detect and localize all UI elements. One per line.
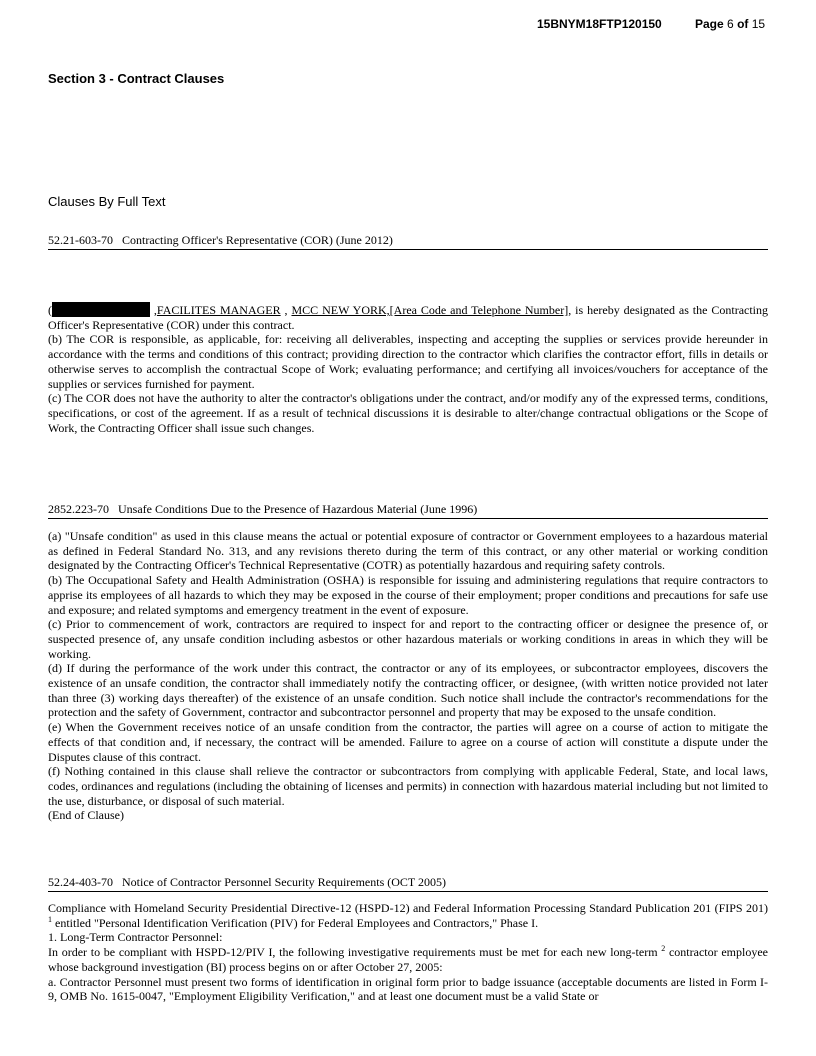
clause-paragraph: In order to be compliant with HSPD-12/PIV I, the following investigative requirements must be met for each new long-term $^2$ contractor employee whose background investigation (BI) process begins on or after October 27, 2005: xyxy=(48,944,768,974)
clause-paragraph: ( ,FACILITES MANAGER , MCC NEW YORK,[Area Code and Telephone Number], is hereby designated as the Contracting Officer's Representative (COR) under this contract. xyxy=(48,303,769,332)
cor-location: MCC NEW YORK, xyxy=(291,303,390,317)
section-title: Section 3 - Contract Clauses xyxy=(48,71,225,86)
clause-title-unsafe-conditions: 2852.223-70 Unsafe Conditions Due to the Presence of Hazardous Material (June 1996) xyxy=(48,502,768,519)
redacted-name-block xyxy=(52,302,150,317)
clause-paragraph: (c) Prior to commencement of work, contractors are required to inspect for and report to the contracting officer or designee the presence of, or suspected presence of, any unsafe condition including asbestos or other hazardous materials or working conditions in areas in which they will be working. xyxy=(48,617,768,661)
clause-paragraph: a. Contractor Personnel must present two forms of identification in original form prior to badge issuance (acceptable documents are listed in Form I-9, OMB No. 1615-0047, "Employment Eligibility Verification," and at least one document must be a valid State or xyxy=(48,974,768,1004)
cor-role: FACILITES MANAGER xyxy=(156,303,281,317)
page-indicator xyxy=(695,17,765,31)
page-number: 6 xyxy=(727,17,734,31)
clause-paragraph: (b) The COR is responsible, as applicable, for: receiving all deliverables, inspecting and accepting the supplies or services provide hereunder in accordance with the terms and conditions of this contract; providing direction to the contractor which clarifies the contractor effort, fills in details or otherwise serves to accomplish the contractual Scope of Work; evaluating performance; and certifying all invoices/vouchers for acceptance of the supplies or services furnished for payment. xyxy=(48,332,768,391)
page-total: 15 xyxy=(751,17,766,31)
page-of: of xyxy=(737,17,749,31)
footnote-ref: 1 xyxy=(48,914,52,924)
clause-paragraph: Compliance with Homeland Security Presidential Directive-12 (HSPD-12) and Federal Information Processing Standard Publication 201 (FIPS 201) $^1$ entitled "Personal Identification Verification (PIV) for Federal Employees and Contractors," Phase I. xyxy=(48,901,768,930)
clause-paragraph: (b) The Occupational Safety and Health Administration (OSHA) is responsible for issuing and administering regulations that require contractors to apprise its employees of all hazards to which they may be exposed in the course of their employment; proper conditions and precautions for safe use and exposure; and related symptoms and emergency treatment in the event of exposure. xyxy=(48,573,768,617)
clause-body-cor xyxy=(48,302,768,435)
clause-paragraph: (f) Nothing contained in this clause shall relieve the contractor or subcontractors from complying with applicable Federal, State, and local laws, codes, ordinances and regulations (including the obtaining of licenses and permits) in connection with hazardous material including but not limited to the use, disturbance, or disposal of such material. xyxy=(48,764,768,808)
clause-title-cor: 52.21-603-70 Contracting Officer's Representative (COR) (June 2012) xyxy=(48,233,768,250)
clause-paragraph: (e) When the Government receives notice of an unsafe condition from the contractor, the parties will agree on a course of action to mitigate the effects of that condition and, if necessary, the contract will be amended. Failure to agree on a course of action will constitute a dispute under the Disputes clause of this contract. xyxy=(48,720,768,764)
clause-body-personnel-security xyxy=(48,901,768,1004)
clause-paragraph: 1. Long-Term Contractor Personnel: xyxy=(48,930,223,945)
end-of-clause: (End of Clause) xyxy=(48,808,124,823)
cor-phone-placeholder: [Area Code and Telephone Number] xyxy=(389,303,569,317)
clause-paragraph: (c) The COR does not have the authority to alter the contractor's obligations under the contract, and/or modify any of the expressed terms, conditions, specifications, or cost of the agreement. If as a result of technical discussions it is desirable to alter/change contractual obligations or the Scope of Work, the Contracting Officer shall issue such changes. xyxy=(48,391,768,435)
clause-paragraph: (a) "Unsafe condition" as used in this clause means the actual or potential exposure of contractor or Government employees to a hazardous material as defined in Federal Standard No. 313, and any revisions thereto during the term of this contract, or any other material or working condition designated by the Contracting Officer's Technical Representative (COTR) as potentially hazardous and requiring safety controls. xyxy=(48,529,768,573)
page-word: Page xyxy=(695,17,724,31)
clause-body-unsafe-conditions xyxy=(48,529,768,823)
clauses-heading: Clauses By Full Text xyxy=(48,194,166,209)
document-id: 15BNYM18FTP120150 xyxy=(537,17,662,31)
clause-paragraph: (d) If during the performance of the work under this contract, the contractor or any of its employees, or subcontractor employees, discovers the existence of an unsafe condition, the contractor shall immediately notify the contracting officer, or designee, (with written notice provided not later than three (3) working days thereafter) of the existence of an unsafe condition. Such notice shall include the contractor's recommendations for the protection and the safety of Government, contractor and subcontractor personnel and property that may be exposed to the unsafe condition. xyxy=(48,661,768,720)
clause-title-personnel-security: 52.24-403-70 Notice of Contractor Personnel Security Requirements (OCT 2005) xyxy=(48,875,768,892)
footnote-ref: 2 xyxy=(661,944,666,954)
